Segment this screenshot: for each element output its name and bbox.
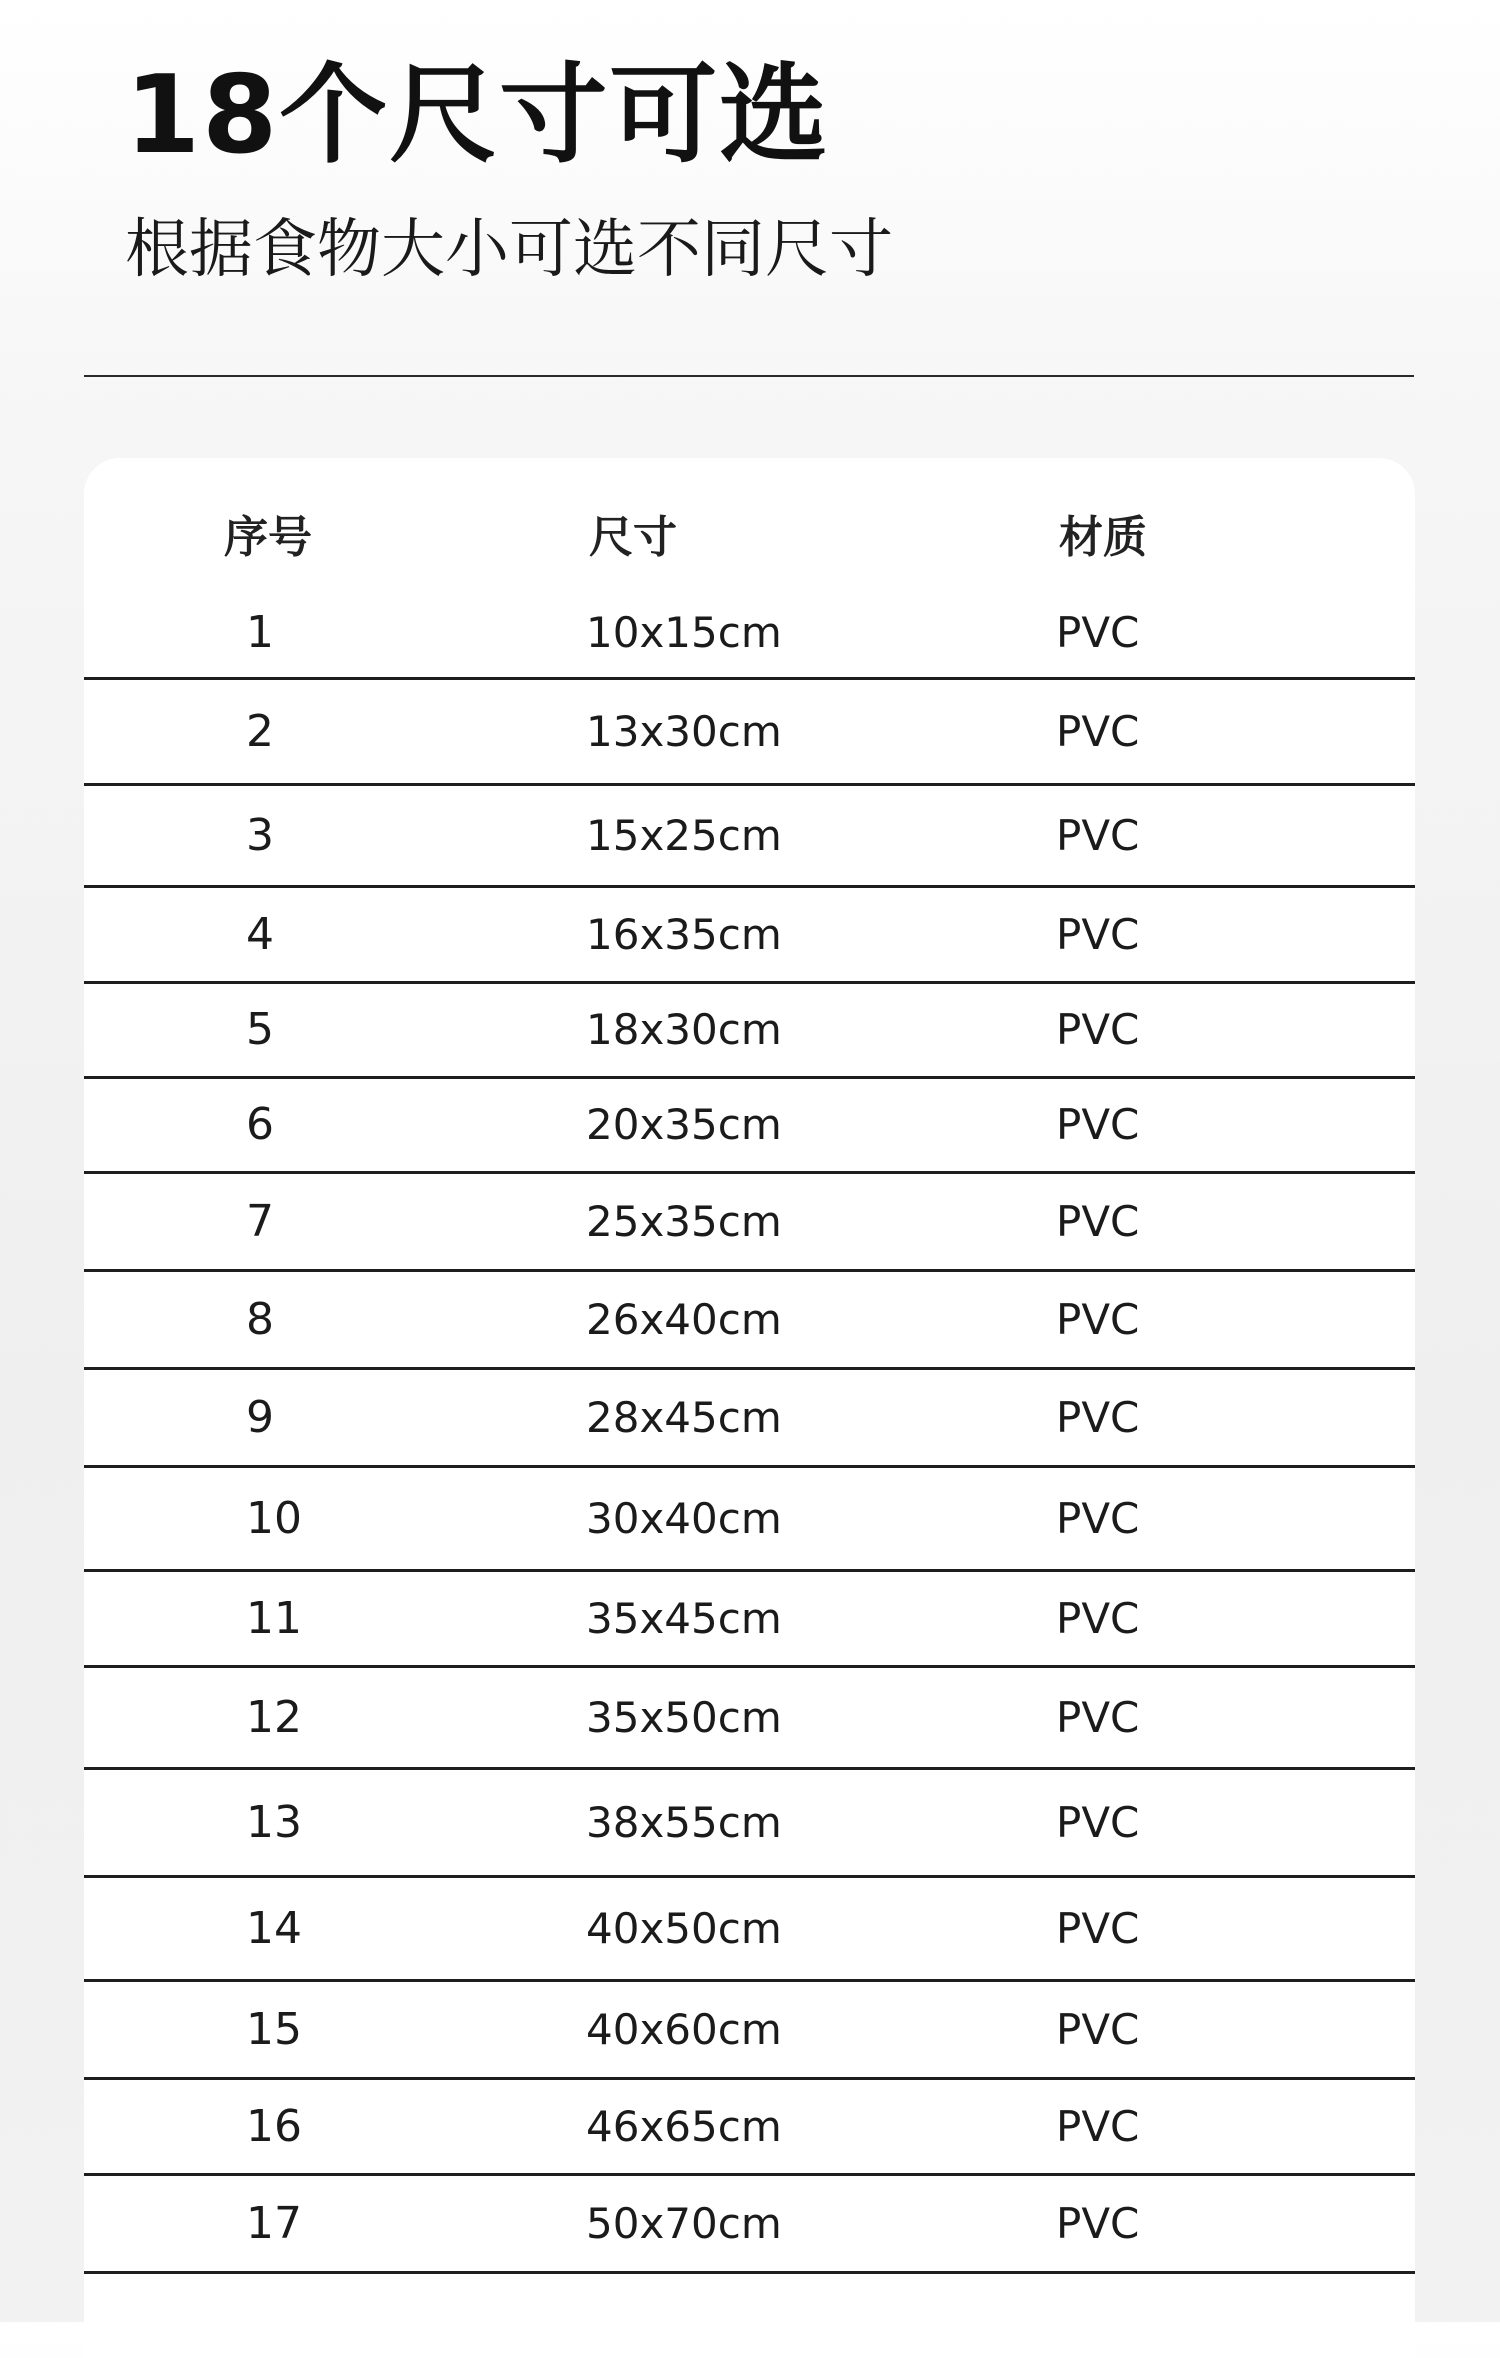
cell-material: PVC	[1056, 1904, 1140, 1953]
table-header	[84, 498, 1415, 578]
cell-size: 26x40cm	[586, 1295, 782, 1344]
cell-number: 4	[246, 909, 274, 960]
cell-size: 46x65cm	[586, 2102, 782, 2151]
table-row	[84, 1770, 1415, 1878]
cell-size: 20x35cm	[586, 1100, 782, 1149]
divider	[84, 375, 1414, 377]
cell-number: 7	[246, 1196, 274, 1247]
table-row	[84, 2176, 1415, 2274]
cell-size: 35x50cm	[586, 1693, 782, 1742]
cell-number: 5	[246, 1004, 274, 1055]
page-title: 18个尺寸可选	[125, 53, 830, 178]
header-number: 序号	[224, 512, 312, 563]
cell-material: PVC	[1056, 1393, 1140, 1442]
cell-material: PVC	[1056, 1693, 1140, 1742]
cell-size: 16x35cm	[586, 910, 782, 959]
page-subtitle: 根据食物大小可选不同尺寸	[125, 213, 893, 287]
cell-size: 50x70cm	[586, 2199, 782, 2248]
table-row	[84, 1572, 1415, 1668]
table-body	[84, 588, 1415, 2274]
cell-material: PVC	[1056, 2199, 1140, 2248]
cell-size: 35x45cm	[586, 1594, 782, 1643]
table-row	[84, 1982, 1415, 2080]
cell-size: 18x30cm	[586, 1005, 782, 1054]
cell-size: 10x15cm	[586, 608, 782, 657]
table-row	[84, 1079, 1415, 1174]
cell-number: 12	[246, 1692, 302, 1743]
table-row	[84, 1468, 1415, 1572]
cell-size: 40x60cm	[586, 2005, 782, 2054]
header-size: 尺寸	[589, 512, 677, 563]
table-row	[84, 888, 1415, 984]
cell-size: 15x25cm	[586, 811, 782, 860]
cell-number: 10	[246, 1493, 302, 1544]
cell-size: 13x30cm	[586, 707, 782, 756]
cell-material: PVC	[1056, 1798, 1140, 1847]
cell-size: 25x35cm	[586, 1197, 782, 1246]
cell-material: PVC	[1056, 1295, 1140, 1344]
cell-number: 14	[246, 1903, 302, 1954]
cell-number: 11	[246, 1593, 302, 1644]
cell-number: 2	[246, 706, 274, 757]
cell-number: 6	[246, 1099, 274, 1150]
cell-number: 17	[246, 2198, 302, 2249]
cell-size: 38x55cm	[586, 1798, 782, 1847]
cell-material: PVC	[1056, 1494, 1140, 1543]
cell-material: PVC	[1056, 811, 1140, 860]
table-row	[84, 1174, 1415, 1272]
cell-number: 3	[246, 810, 274, 861]
table-row	[84, 1668, 1415, 1770]
cell-material: PVC	[1056, 1100, 1140, 1149]
table-row	[84, 588, 1415, 680]
cell-number: 9	[246, 1392, 274, 1443]
cell-size: 28x45cm	[586, 1393, 782, 1442]
table-row	[84, 1878, 1415, 1982]
cell-material: PVC	[1056, 2005, 1140, 2054]
cell-material: PVC	[1056, 1594, 1140, 1643]
table-row	[84, 2080, 1415, 2176]
cell-number: 8	[246, 1294, 274, 1345]
cell-material: PVC	[1056, 608, 1140, 657]
table-row	[84, 680, 1415, 786]
table-row	[84, 1370, 1415, 1468]
table-row	[84, 984, 1415, 1079]
cell-material: PVC	[1056, 707, 1140, 756]
cell-material: PVC	[1056, 2102, 1140, 2151]
cell-material: PVC	[1056, 910, 1140, 959]
cell-number: 16	[246, 2101, 302, 2152]
table-row	[84, 786, 1415, 888]
cell-number: 1	[246, 607, 274, 658]
size-table-card	[84, 458, 1415, 2358]
header-material: 材质	[1059, 512, 1147, 563]
table-row	[84, 1272, 1415, 1370]
cell-number: 15	[246, 2004, 302, 2055]
cell-number: 13	[246, 1797, 302, 1848]
cell-size: 40x50cm	[586, 1904, 782, 1953]
cell-material: PVC	[1056, 1197, 1140, 1246]
cell-material: PVC	[1056, 1005, 1140, 1054]
cell-size: 30x40cm	[586, 1494, 782, 1543]
